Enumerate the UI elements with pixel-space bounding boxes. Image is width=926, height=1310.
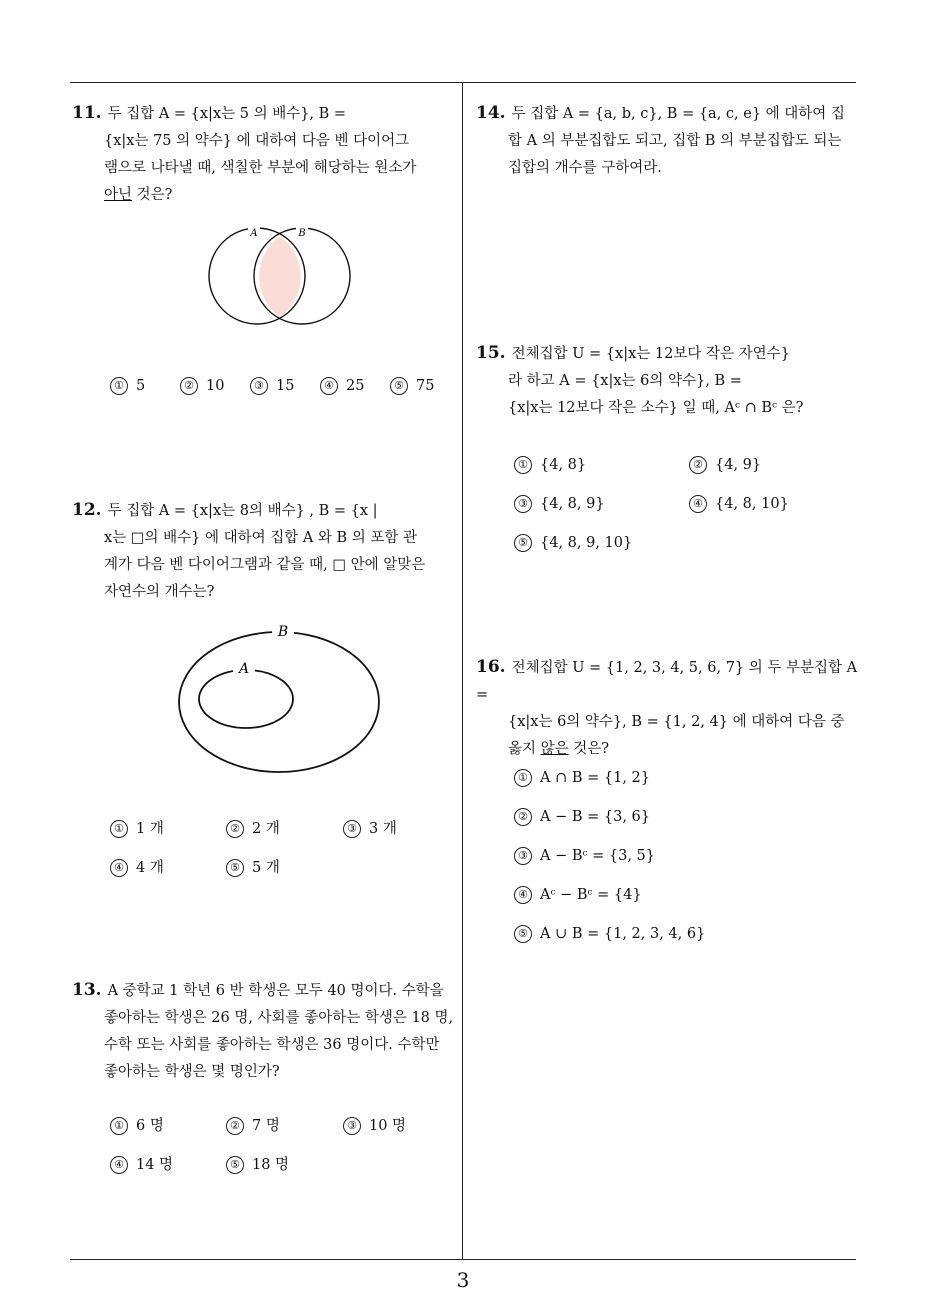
question-13 xyxy=(72,977,456,1086)
question-11 xyxy=(72,100,456,209)
q12-choice-1[interactable]: ① 1 개 xyxy=(110,817,164,838)
q13-stem-line: 13. A 중학교 1 학년 6 반 학생은 모두 40 명이다. 수학을 xyxy=(72,980,444,1000)
q11-venn-diagram xyxy=(200,222,360,332)
q11-stem-line: 11. 두 집합 A = {x|x는 5 의 배수}, B = xyxy=(72,103,347,123)
q14-stem-line: 14. 두 집합 A = {a, b, c}, B = {a, c, e} 에 대하여 집 xyxy=(476,103,845,123)
q11-choice-1[interactable]: ① 5 xyxy=(110,377,145,395)
q15-number: 15. xyxy=(476,343,506,363)
q11-stem-line: 아닌 것은? xyxy=(104,187,173,203)
q13-choice-3[interactable]: ③ 10 명 xyxy=(343,1114,406,1135)
q16-choice-5[interactable]: ⑤ A ∪ B = {1, 2, 3, 4, 6} xyxy=(514,925,705,943)
question-12 xyxy=(72,497,456,606)
q12-set-b-ellipse xyxy=(179,632,379,772)
q12-choice-3[interactable]: ③ 3 개 xyxy=(343,817,397,838)
q12-choice-4[interactable]: ④ 4 개 xyxy=(110,856,164,877)
q12-stem-line: 12. 두 집합 A = {x|x는 8의 배수} , B = {x | xyxy=(72,500,378,520)
q13-stem-line: 좋아하는 학생은 26 명, 사회를 좋아하는 학생은 18 명, xyxy=(104,1010,454,1026)
q15-choice-2[interactable]: ② {4, 9} xyxy=(689,456,761,474)
q13-choice-1[interactable]: ① 6 명 xyxy=(110,1114,164,1135)
q16-number: 16. xyxy=(476,657,506,677)
q11-stem-line: 램으로 나타낼 때, 색칠한 부분에 해당하는 원소가 xyxy=(104,160,417,176)
top-rule xyxy=(70,82,856,83)
q12-number: 12. xyxy=(72,500,102,520)
question-15 xyxy=(476,340,860,422)
q12-choice-5[interactable]: ⑤ 5 개 xyxy=(226,856,280,877)
q13-number: 13. xyxy=(72,980,102,1000)
q13-stem-line: 수학 또는 사회를 좋아하는 학생은 36 명이다. 수학만 xyxy=(104,1037,440,1053)
q11-label-b: B xyxy=(298,228,306,239)
q12-venn-diagram xyxy=(176,622,386,772)
q16-choice-3[interactable]: ③ A − Bᶜ = {3, 5} xyxy=(514,847,655,865)
q14-stem-line: 집합의 개수를 구하여라. xyxy=(508,160,662,176)
q15-choice-5[interactable]: ⑤ {4, 8, 9, 10} xyxy=(514,534,632,552)
q12-label-a: A xyxy=(238,661,250,677)
q12-label-b: B xyxy=(277,624,289,640)
q11-intersection-shade xyxy=(259,236,300,317)
q16-stem-line: 옳지 않은 것은? xyxy=(508,741,610,757)
q16-choice-2[interactable]: ② A − B = {3, 6} xyxy=(514,808,650,826)
q16-stem-line: {x|x는 6의 약수}, B = {1, 2, 4} 에 대하여 다음 중 xyxy=(508,714,845,730)
q16-stem-line: 16. 전체집합 U = {1, 2, 3, 4, 5, 6, 7} 의 두 부분집합 A = xyxy=(476,657,858,703)
q13-choice-5[interactable]: ⑤ 18 명 xyxy=(226,1153,289,1174)
question-16 xyxy=(476,654,860,763)
page-number: 3 xyxy=(456,1268,470,1292)
q12-stem-line: 계가 다음 벤 다이어그램과 같을 때, □ 안에 알맞은 xyxy=(104,557,426,573)
q13-choice-2[interactable]: ② 7 명 xyxy=(226,1114,280,1135)
q11-choice-5[interactable]: ⑤ 75 xyxy=(390,377,434,395)
q12-choice-2[interactable]: ② 2 개 xyxy=(226,817,280,838)
q14-stem-line: 합 A 의 부분집합도 되고, 집합 B 의 부분집합도 되는 xyxy=(508,133,842,149)
q14-number: 14. xyxy=(476,103,506,123)
q12-set-a-ellipse xyxy=(199,670,293,728)
q11-underlined-word: 아닌 xyxy=(104,187,133,203)
q16-choice-1[interactable]: ① A ∩ B = {1, 2} xyxy=(514,769,650,787)
q11-choice-3[interactable]: ③ 15 xyxy=(250,377,294,395)
q11-stem-line: {x|x는 75 의 약수} 에 대하여 다음 벤 다이어그 xyxy=(104,133,410,149)
question-14 xyxy=(476,100,860,182)
bottom-rule xyxy=(70,1259,856,1260)
q15-choice-1[interactable]: ① {4, 8} xyxy=(514,456,586,474)
q15-stem-line: 라 하고 A = {x|x는 6의 약수}, B = xyxy=(508,373,742,389)
q13-stem-line: 좋아하는 학생은 몇 명인가? xyxy=(104,1064,280,1080)
q11-choice-2[interactable]: ② 10 xyxy=(180,377,224,395)
q15-choice-3[interactable]: ③ {4, 8, 9} xyxy=(514,495,605,513)
q13-choice-4[interactable]: ④ 14 명 xyxy=(110,1153,173,1174)
q15-stem-line: {x|x는 12보다 작은 소수} 일 때, Aᶜ ∩ Bᶜ 은? xyxy=(508,400,804,416)
q12-stem-line: x는 □의 배수} 에 대하여 집합 A 와 B 의 포함 관 xyxy=(104,530,418,546)
q16-underlined-word: 않은 xyxy=(540,741,569,757)
q11-number: 11. xyxy=(72,103,102,123)
q16-choice-4[interactable]: ④ Aᶜ − Bᶜ = {4} xyxy=(514,886,642,904)
q12-stem-line: 자연수의 개수는? xyxy=(104,584,215,600)
q15-stem-line: 15. 전체집합 U = {x|x는 12보다 작은 자연수} xyxy=(476,343,790,363)
q11-choice-4[interactable]: ④ 25 xyxy=(320,377,364,395)
q15-choice-4[interactable]: ④ {4, 8, 10} xyxy=(689,495,789,513)
column-divider xyxy=(462,83,463,1259)
q11-label-a: A xyxy=(250,228,258,239)
